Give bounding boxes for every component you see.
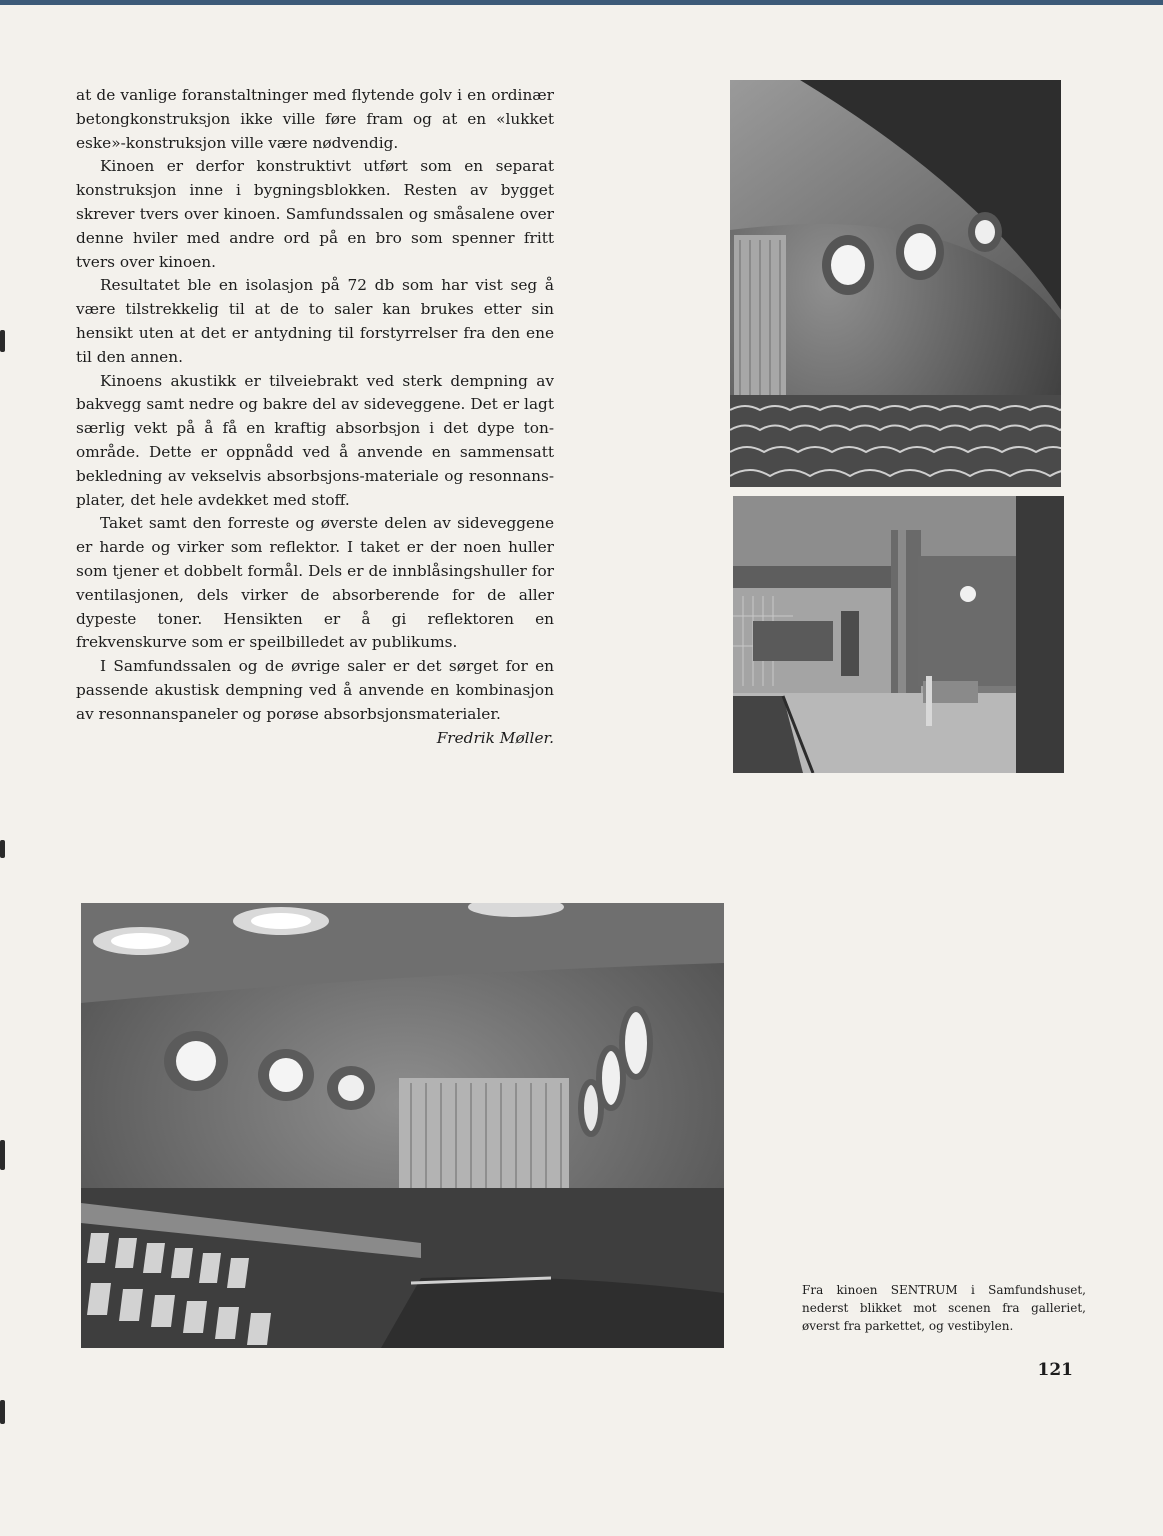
paragraph: at de vanlige foranstaltninger med flytende golv i en ordinær betongkonstruksjon ikke ville føre fram og at en «lukket eske»-konstruksjon ville være nødvendig. [76, 86, 554, 152]
photo-vestibule [733, 496, 1064, 773]
page-top-edge [0, 0, 1163, 5]
page-number: 121 [1037, 1360, 1073, 1380]
binding-mark [0, 1400, 5, 1424]
paragraph: Kinoen er derfor konstruktivt utført som en separat konstruksjon inne i bygningsblokken. Resten av bygget skrever tvers over kinoen. Samfundssalen og småsalene over denne hviler med andre ord på en bro som spenner fritt tvers over kinoen. [76, 157, 554, 271]
photo-auditorium-from-stalls [730, 80, 1061, 487]
article-text [76, 84, 554, 750]
photo-auditorium-from-gallery [81, 903, 724, 1348]
paragraph: Taket samt den forreste og øverste delen av sideveggene er harde og virker som reflektor. I taket er der noen huller som tjener et dobbelt formål. Dels er de innblåsingshuller for ventilasjonen, dels virker de absorberende for de aller dypeste toner. Hensikten er å gi reflektoren en frekvenskurve som er speilbilledet av publikums. [76, 514, 554, 652]
binding-mark [0, 1140, 5, 1170]
paragraph: Resultatet ble en isolasjon på 72 db som har vist seg å være tilstrekkelig til at de to saler kan brukes etter sin hensikt uten at det er antydning til forstyrrelser fra den ene til den annen. [76, 276, 554, 366]
photo-caption: Fra kinoen SENTRUM i Samfundshuset, nederst blikket mot scenen fra galleriet, øverst fra parkettet, og vestibylen. [802, 1283, 1086, 1333]
paragraph: Kinoens akustikk er tilveiebrakt ved sterk dempning av bakvegg samt nedre og bakre del av sideveggene. Det er lagt særlig vekt på å få en kraftig absorbsjon i det dype ton-område. Dette er oppnådd ved å anvende en sammensatt bekledning av vekselvis absorbsjons-materiale og resonnans-plater, det hele avdekket med stoff. [76, 371, 554, 509]
binding-mark [0, 840, 5, 858]
paragraph: I Samfundssalen og de øvrige saler er det sørget for en passende akustisk dempning ved å anvende en kombinasjon av resonnanspaneler og porøse absorbsjonsmaterialer. [76, 657, 554, 723]
binding-mark [0, 330, 5, 352]
author-signature: Fredrik Møller. [436, 728, 554, 747]
